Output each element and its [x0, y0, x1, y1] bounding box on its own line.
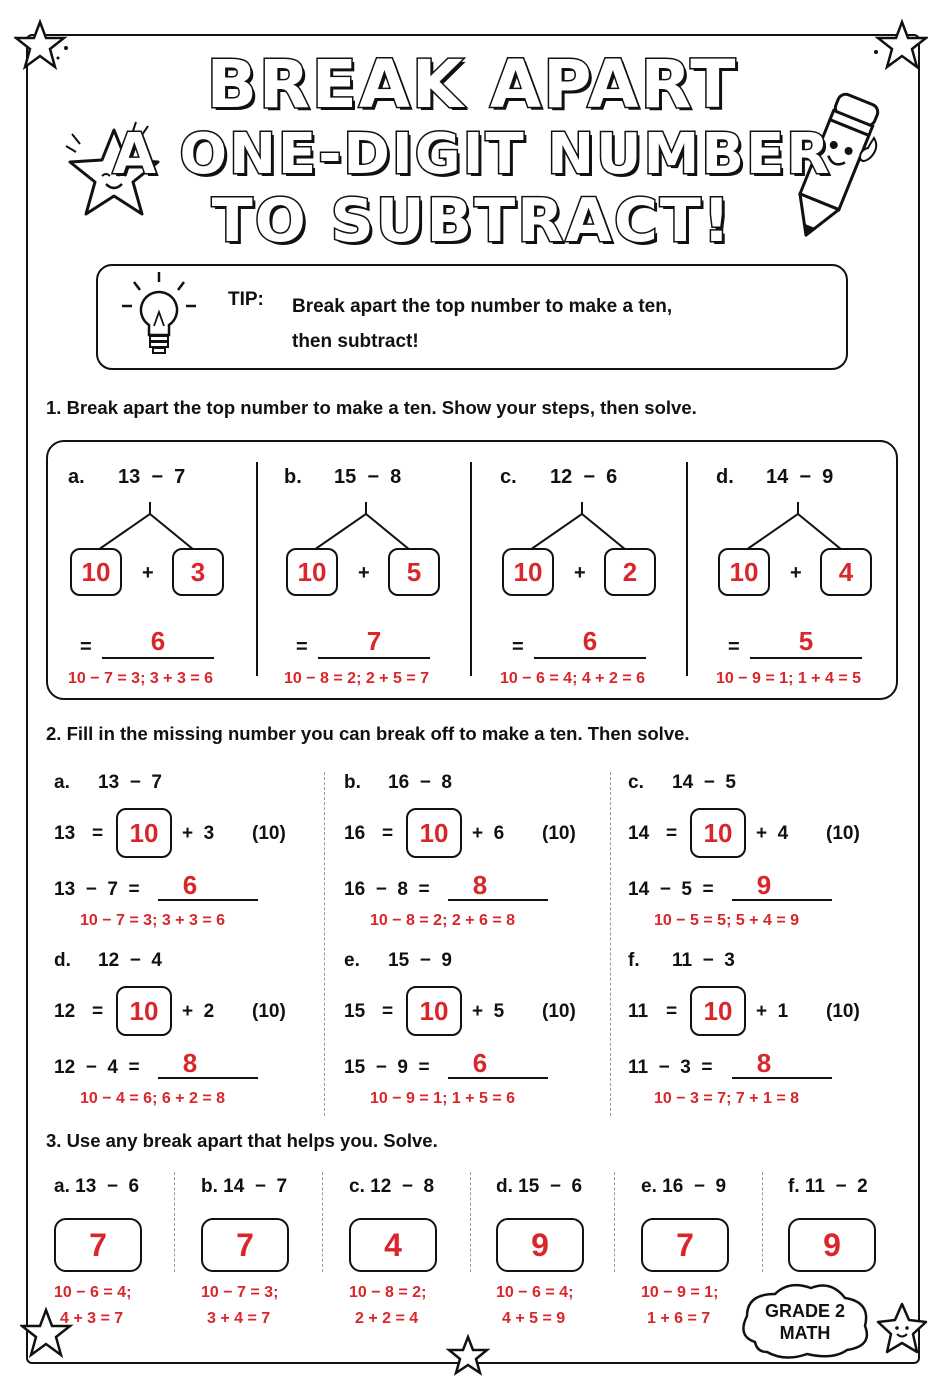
subtraction-line: 14 − 5 = — [628, 879, 714, 900]
problem-expression: 12 − 4 — [98, 950, 162, 971]
section-3-question: 3. Use any break apart that helps you. Solve. — [46, 1130, 438, 1151]
work-steps-1: 10 − 6 = 4; — [496, 1284, 574, 1301]
work-steps: 10 − 9 = 1; 1 + 4 = 5 — [716, 670, 861, 687]
remaining-part: + 4 — [756, 823, 789, 844]
work-steps: 10 − 3 = 7; 7 + 1 = 8 — [654, 1090, 799, 1107]
remaining-part: + 2 — [182, 1001, 215, 1022]
star-icon — [446, 1334, 490, 1378]
plus-sign: + — [142, 562, 154, 584]
equals-sign: = — [92, 823, 104, 844]
answer-box[interactable]: 7 — [641, 1218, 729, 1272]
equals-sign: = — [666, 823, 678, 844]
ten-input-box[interactable]: 10 — [406, 808, 462, 858]
plus-sign: + — [358, 562, 370, 584]
answer-value: 9 — [756, 870, 772, 900]
problem-letter: f. — [628, 950, 640, 971]
break-apart-box-left: 10 — [70, 548, 122, 596]
branch-lines — [68, 500, 228, 550]
equals-sign: = — [728, 636, 740, 658]
subtraction-line: 16 − 8 = — [344, 879, 430, 900]
answer-line — [102, 657, 214, 659]
problem-expression: 14 − 9 — [766, 466, 834, 488]
plus-sign: + — [790, 562, 802, 584]
answer-box[interactable]: 7 — [201, 1218, 289, 1272]
problem-label: f. 11 − 2 — [788, 1176, 868, 1197]
problem-letter: b. — [284, 466, 302, 488]
work-steps-2: 4 + 5 = 9 — [502, 1310, 566, 1327]
top-number: 13 — [54, 823, 76, 844]
tip-line-1: Break apart the top number to make a ten, — [292, 296, 673, 317]
problem-expression: 12 − 6 — [550, 466, 618, 488]
divider — [470, 462, 472, 676]
remaining-part: + 6 — [472, 823, 505, 844]
top-number: 15 — [344, 1001, 366, 1022]
break-apart-box-right: 5 — [388, 548, 440, 596]
break-apart-box-left: 10 — [718, 548, 770, 596]
title-line-1: BREAK APART — [206, 46, 738, 123]
answer-box[interactable]: 9 — [788, 1218, 876, 1272]
answer-value: 6 — [582, 626, 598, 656]
problem-expression: 15 − 8 — [334, 466, 402, 488]
break-apart-box-left: 10 — [502, 548, 554, 596]
answer-box[interactable]: 7 — [54, 1218, 142, 1272]
badge-line-2: MATH — [779, 1323, 831, 1343]
title-line-2: A ONE-DIGIT NUMBER — [112, 122, 832, 187]
work-steps: 10 − 6 = 4; 4 + 2 = 6 — [500, 670, 645, 687]
answer-box[interactable]: 9 — [496, 1218, 584, 1272]
equals-sign: = — [666, 1001, 678, 1022]
work-steps-2: 1 + 6 = 7 — [647, 1310, 711, 1327]
remaining-part: + 1 — [756, 1001, 789, 1022]
work-steps: 10 − 8 = 2; 2 + 5 = 7 — [284, 670, 429, 687]
problem-expression: 13 − 7 — [98, 772, 162, 793]
remaining-part: + 5 — [472, 1001, 505, 1022]
answer-line — [318, 657, 430, 659]
subtraction-line: 15 − 9 = — [344, 1057, 430, 1078]
equals-sign: = — [382, 1001, 394, 1022]
answer-box[interactable]: 4 — [349, 1218, 437, 1272]
top-number: 16 — [344, 823, 366, 844]
problem-expression: 13 − 7 — [118, 466, 186, 488]
problem-label: d. 15 − 6 — [496, 1176, 583, 1197]
work-steps-1: 10 − 6 = 4; — [54, 1284, 132, 1301]
problem-letter: a. — [54, 772, 70, 793]
equals-sign: = — [512, 636, 524, 658]
problem-expression: 16 − 8 — [388, 772, 452, 793]
problem-label: e. 16 − 9 — [641, 1176, 727, 1197]
answer-value: 7 — [366, 626, 382, 656]
answer-value: 8 — [472, 870, 488, 900]
problem-letter: c. — [500, 466, 517, 488]
divider — [610, 772, 611, 1116]
subtraction-line: 12 − 4 = — [54, 1057, 140, 1078]
ten-input-box[interactable]: 10 — [406, 986, 462, 1036]
divider — [174, 1172, 175, 1272]
answer-value: 6 — [150, 626, 166, 656]
divider — [762, 1172, 763, 1272]
problem-label: a. 13 − 6 — [54, 1176, 140, 1197]
work-steps: 10 − 7 = 3; 3 + 3 = 6 — [68, 670, 213, 687]
problem-expression: 11 − 3 — [672, 950, 735, 971]
answer-value: 8 — [756, 1048, 772, 1078]
hint-ten: (10) — [826, 823, 860, 844]
divider — [322, 1172, 323, 1272]
break-apart-box-right: 2 — [604, 548, 656, 596]
problem-letter: d. — [54, 950, 71, 971]
problem-expression: 15 − 9 — [388, 950, 452, 971]
answer-value: 8 — [182, 1048, 198, 1078]
answer-value: 5 — [798, 626, 814, 656]
problem-label: c. 12 − 8 — [349, 1176, 435, 1197]
work-steps: 10 − 5 = 5; 5 + 4 = 9 — [654, 912, 799, 929]
divider — [324, 772, 325, 1116]
section-2-question: 2. Fill in the missing number you can break off to make a ten. Then solve. — [46, 723, 690, 744]
equals-sign: = — [296, 636, 308, 658]
grade-badge-text — [735, 1300, 875, 1344]
top-number: 14 — [628, 823, 650, 844]
subtraction-line: 11 − 3 = — [628, 1057, 713, 1078]
top-number: 11 — [628, 1001, 649, 1022]
work-steps: 10 − 8 = 2; 2 + 6 = 8 — [370, 912, 515, 929]
problem-letter: c. — [628, 772, 644, 793]
break-apart-box-right: 4 — [820, 548, 872, 596]
equals-sign: = — [92, 1001, 104, 1022]
break-apart-box-right: 3 — [172, 548, 224, 596]
problem-letter: d. — [716, 466, 734, 488]
equals-sign: = — [382, 823, 394, 844]
section-1-question: 1. Break apart the top number to make a ten. Show your steps, then solve. — [46, 397, 697, 418]
work-steps-2: 4 + 3 = 7 — [60, 1310, 124, 1327]
hint-ten: (10) — [826, 1001, 860, 1022]
work-steps-1: 10 − 8 = 2; — [349, 1284, 427, 1301]
divider — [256, 462, 258, 676]
ten-input-box[interactable]: 10 — [116, 808, 172, 858]
hint-ten: (10) — [542, 1001, 576, 1022]
answer-value: 6 — [182, 870, 198, 900]
subtraction-line: 13 − 7 = — [54, 879, 140, 900]
ten-input-box[interactable]: 10 — [690, 808, 746, 858]
work-steps-1: 10 − 9 = 1; — [641, 1284, 719, 1301]
hint-ten: (10) — [542, 823, 576, 844]
work-steps-1: 10 − 7 = 3; — [201, 1284, 279, 1301]
work-steps-2: 3 + 4 = 7 — [207, 1310, 271, 1327]
work-steps: 10 − 7 = 3; 3 + 3 = 6 — [80, 912, 225, 929]
divider — [614, 1172, 615, 1272]
problem-expression: 14 − 5 — [672, 772, 736, 793]
top-number: 12 — [54, 1001, 76, 1022]
problem-letter: a. — [68, 466, 85, 488]
problem-label: b. 14 − 7 — [201, 1176, 288, 1197]
divider — [470, 1172, 471, 1272]
badge-line-1: GRADE 2 — [764, 1301, 845, 1321]
answer-line — [750, 657, 862, 659]
work-steps: 10 − 9 = 1; 1 + 5 = 6 — [370, 1090, 515, 1107]
branch-lines — [284, 500, 444, 550]
equals-sign: = — [80, 636, 92, 658]
branch-lines — [716, 500, 876, 550]
work-steps: 10 − 4 = 6; 6 + 2 = 8 — [80, 1090, 225, 1107]
branch-lines — [500, 500, 660, 550]
hint-ten: (10) — [252, 1001, 286, 1022]
work-steps-2: 2 + 2 = 4 — [355, 1310, 419, 1327]
ten-input-box[interactable]: 10 — [690, 986, 746, 1036]
divider — [686, 462, 688, 676]
tip-text — [292, 289, 762, 359]
tip-line-2: then subtract! — [292, 331, 419, 352]
problem-letter: b. — [344, 772, 361, 793]
star-mascot-icon — [874, 1300, 930, 1360]
lightbulb-icon — [118, 270, 200, 362]
ten-input-box[interactable]: 10 — [116, 986, 172, 1036]
answer-line — [534, 657, 646, 659]
hint-ten: (10) — [252, 823, 286, 844]
tip-label: TIP: — [228, 289, 264, 310]
problem-letter: e. — [344, 950, 360, 971]
answer-value: 6 — [472, 1048, 488, 1078]
title-line-3: TO SUBTRACT! — [211, 186, 733, 256]
plus-sign: + — [574, 562, 586, 584]
break-apart-box-left: 10 — [286, 548, 338, 596]
remaining-part: + 3 — [182, 823, 215, 844]
